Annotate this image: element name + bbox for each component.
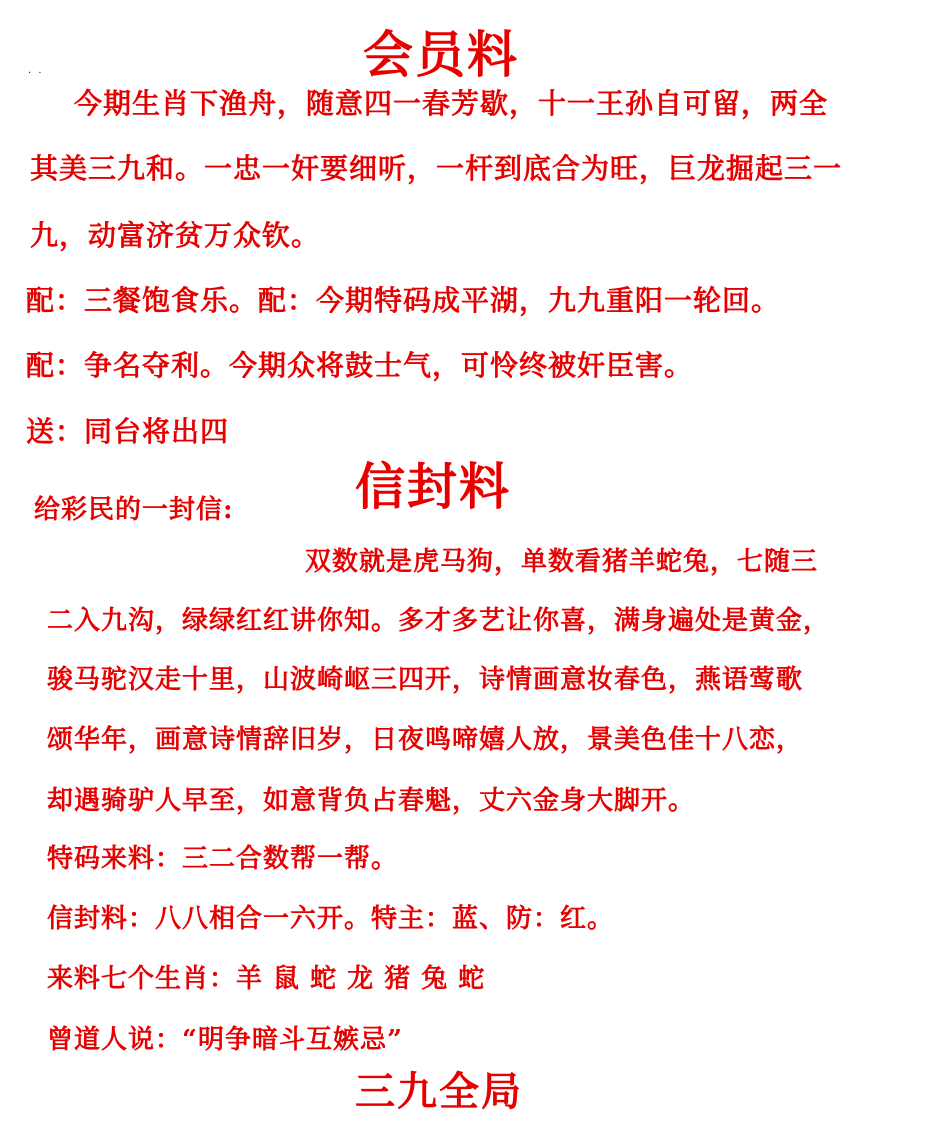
pei-line-2: 配：争名夺利。今期众将鼓士气，可怜终被奸臣害。: [26, 349, 694, 382]
corner-dots: · ·: [28, 68, 44, 79]
envelope-line: 信封料：八八相合一六开。特主：蓝、防：红。: [47, 904, 615, 934]
taoist-quote-line: 曾道人说：“明争暗斗互嫉忌”: [47, 1025, 403, 1055]
member-poem-line-2: 其美三九和。一忠一奸要细听，一杆到底合为旺，巨龙掘起三一: [30, 152, 843, 185]
pei-line-1: 配：三餐饱食乐。配：今期特码成平湖，九九重阳一轮回。: [26, 284, 781, 317]
letter-body-line-4: 颂华年，画意诗情辞旧岁，日夜鸣啼嬉人放，景美色佳十八恋，: [47, 725, 804, 755]
seven-zodiac-line: 来料七个生肖：羊 鼠 蛇 龙 猪 兔 蛇: [47, 964, 486, 994]
member-poem-line-3: 九，动富济贫万众钦。: [30, 219, 321, 252]
letter-title: 信封料: [355, 457, 511, 516]
letter-body-line-5: 却遇骑驴人早至，如意背负占春魁，丈六金身大脚开。: [47, 786, 696, 816]
member-poem-line-1: 今期生肖下渔舟，随意四一春芳歇，十一王孙自可留，两全: [74, 87, 829, 120]
special-code-line: 特码来料：三二合数帮一帮。: [47, 844, 399, 874]
letter-body-line-1: 双数就是虎马狗，单数看猪羊蛇兔，七随三: [305, 547, 819, 577]
member-title: 会员料: [363, 25, 519, 84]
letter-greeting: 给彩民的一封信:: [34, 495, 234, 525]
song-line: 送：同台将出四: [26, 415, 230, 448]
footer-title: 三九全局: [355, 1068, 523, 1115]
letter-body-line-3: 骏马驼汉走十里，山波崎岖三四开，诗情画意妆春色，燕语莺歌: [47, 665, 804, 695]
letter-body-line-2: 二入九沟，绿绿红红讲你知。多才多艺让你喜，满身遍处是黄金，: [47, 606, 831, 636]
